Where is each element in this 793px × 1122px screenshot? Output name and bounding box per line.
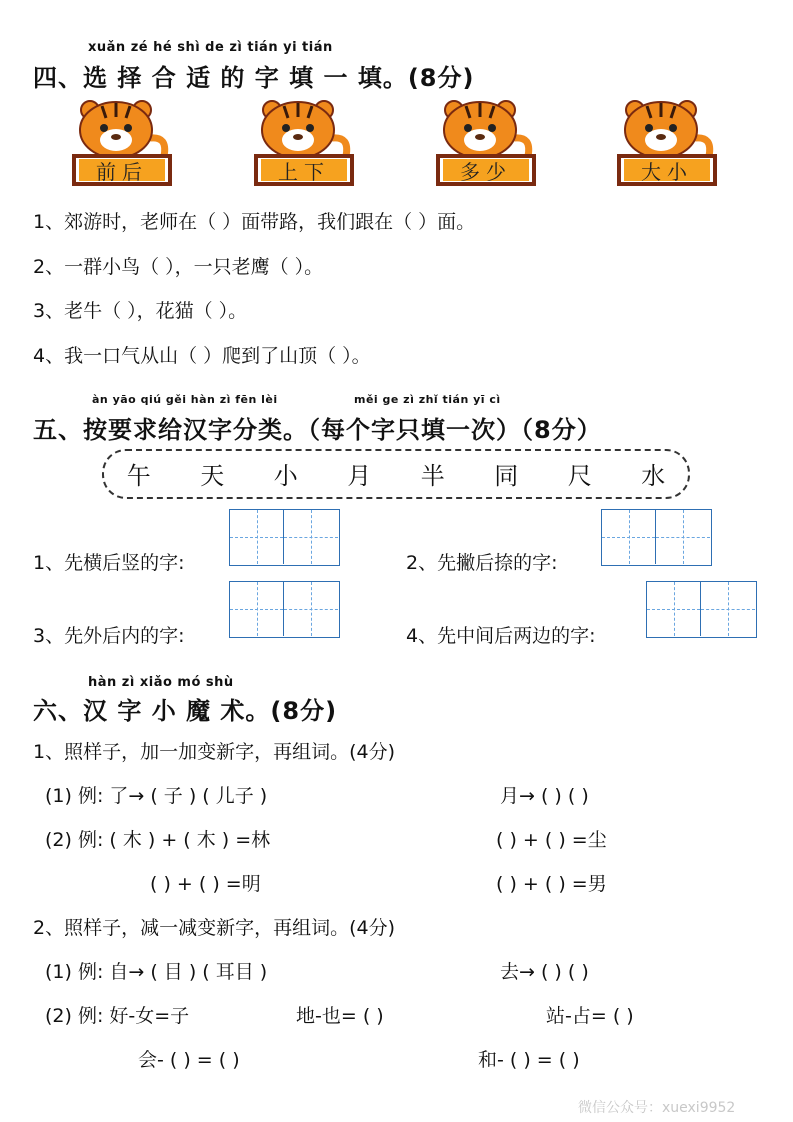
tiger-sign-label: 大小 [624, 159, 710, 181]
sub-question-he: 和- ( ) = ( ) [478, 1049, 580, 1071]
char-2: 天 [200, 462, 225, 490]
section5-heading: 五、按要求给汉字分类。（每个字只填一次）（8分） [33, 416, 602, 444]
section5-pinyin-right: měi ge zì zhǐ tián yī cì [354, 393, 501, 406]
sub-question-hui: 会- ( ) = ( ) [138, 1049, 240, 1071]
section4-question-1: 1、郊游时，老师在（ ）面带路，我们跟在（ ）面。 [33, 211, 476, 233]
tiger-card-4 [617, 98, 717, 193]
tiger-sign-label: 多少 [443, 159, 529, 181]
char-7: 尺 [567, 462, 592, 490]
section4-heading: 四、选 择 合 适 的 字 填 一 填。(8分) [33, 64, 475, 92]
writing-grid-4[interactable] [646, 581, 757, 638]
section4-question-4: 4、我一口气从山（ ）爬到了山顶（ ）。 [33, 345, 371, 367]
char-8: 水 [641, 462, 666, 490]
tiger-icon [254, 98, 354, 158]
char-5: 半 [420, 462, 445, 490]
classify-label-3: 3、先外后内的字: [33, 625, 185, 647]
character-cloud [102, 456, 690, 491]
section4-question-3: 3、老牛（ ），花猫（ ）。 [33, 300, 248, 322]
add-question-moon: 月→ ( ) ( ) [500, 785, 589, 807]
char-3: 小 [273, 462, 298, 490]
tiger-sign-label: 前后 [79, 159, 165, 181]
tiger-icon [617, 98, 717, 158]
add-example-lin: (2) 例: ( 木 ) + ( 木 ) =林 [45, 829, 271, 851]
add-question-chen: ( ) + ( ) =尘 [496, 829, 607, 851]
classify-label-2: 2、先撇后捺的字: [406, 552, 558, 574]
section5-pinyin-left: àn yāo qiú gěi hàn zì fēn lèi [92, 393, 278, 406]
tiger-sign [617, 154, 717, 186]
char-6: 同 [494, 462, 519, 490]
part1-title: 1、照样子，加一加变新字，再组词。(4分) [33, 741, 396, 763]
classify-label-4: 4、先中间后两边的字: [406, 625, 596, 647]
char-1: 午 [126, 462, 151, 490]
tiger-sign [72, 154, 172, 186]
writing-grid-1[interactable] [229, 509, 340, 566]
add-example-row: (1) 例: 了→ ( 子 ) ( 儿子 ) [45, 785, 268, 807]
writing-grid-2[interactable] [601, 509, 712, 566]
tiger-card-2 [254, 98, 354, 193]
section4-pinyin: xuǎn zé hé shì de zì tián yi tián [88, 40, 333, 55]
part2-title: 2、照样子，减一减变新字，再组词。(4分) [33, 917, 396, 939]
add-question-nan: ( ) + ( ) =男 [496, 873, 607, 895]
section6-heading: 六、汉 字 小 魔 术。(8分) [33, 697, 338, 725]
tiger-icon [436, 98, 536, 158]
section6-pinyin: hàn zì xiǎo mó shù [88, 675, 234, 690]
tiger-card-1 [72, 98, 172, 193]
tiger-sign [254, 154, 354, 186]
tiger-icon [72, 98, 172, 158]
sub-example-row: (1) 例: 自→ ( 目 ) ( 耳目 ) [45, 961, 268, 983]
writing-grid-3[interactable] [229, 581, 340, 638]
char-4: 月 [347, 462, 372, 490]
watermark: 微信公众号：xuexi9952 [578, 1100, 736, 1116]
section4-question-2: 2、一群小鸟（ ），一只老鹰（ ）。 [33, 256, 324, 278]
sub-question-qu: 去→ ( ) ( ) [500, 961, 589, 983]
sub-example-hao: (2) 例: 好-女=子 [45, 1005, 190, 1027]
add-question-ming: ( ) + ( ) =明 [150, 873, 261, 895]
classify-label-1: 1、先横后竖的字: [33, 552, 185, 574]
tiger-sign [436, 154, 536, 186]
tiger-card-3 [436, 98, 536, 193]
sub-question-di: 地-也= ( ) [296, 1005, 384, 1027]
sub-question-zhan: 站-占= ( ) [546, 1005, 634, 1027]
tiger-sign-label: 上下 [261, 159, 347, 181]
